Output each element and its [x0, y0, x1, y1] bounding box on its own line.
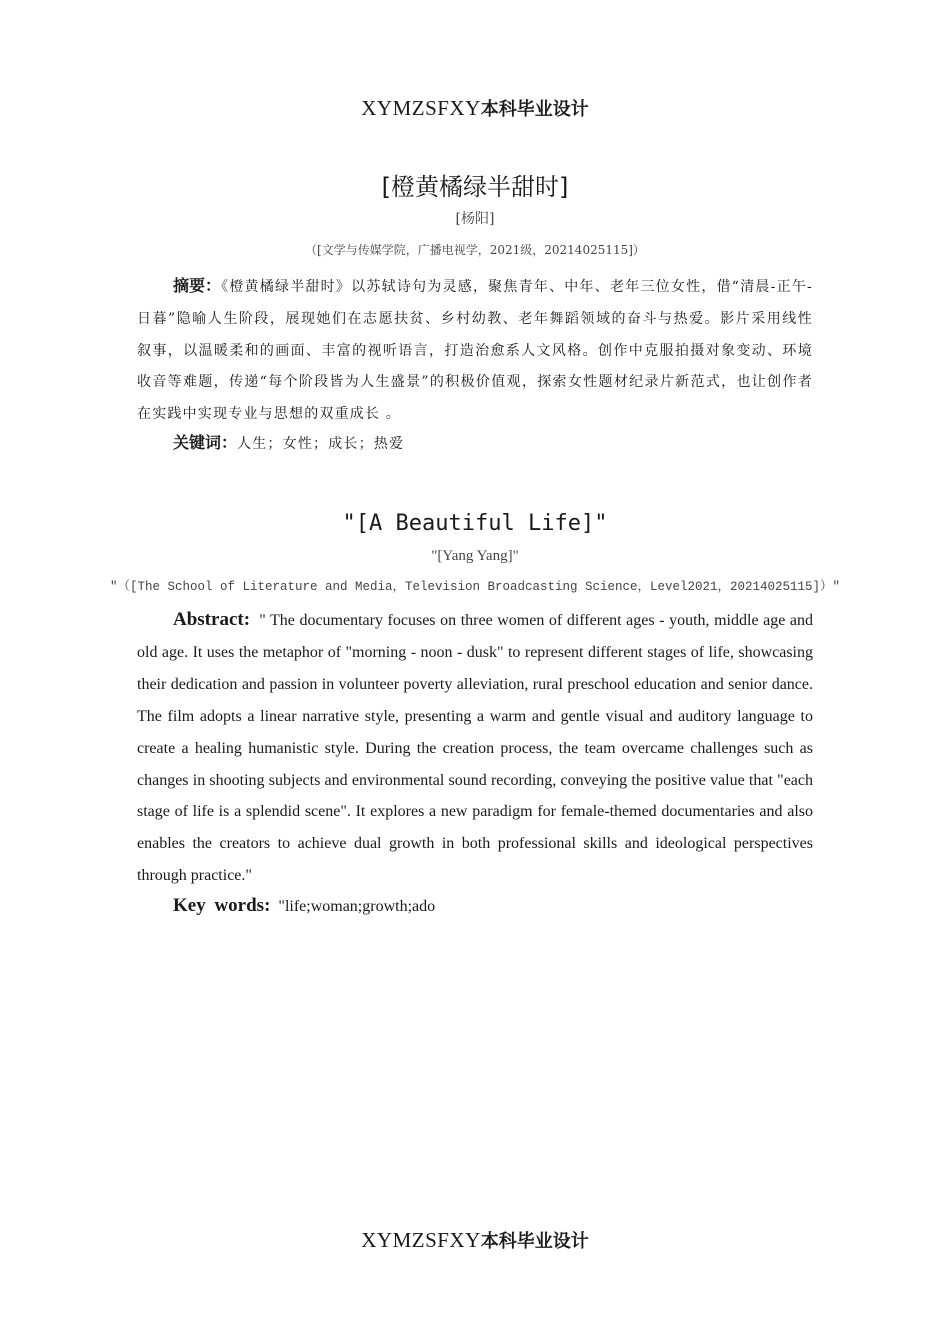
- page-header: [0, 96, 950, 122]
- chinese-keywords: [137, 428, 813, 459]
- english-abstract: [137, 604, 813, 892]
- english-author: "[Yang Yang]": [431, 548, 519, 564]
- english-title: "[A Beautiful Life]": [342, 511, 608, 536]
- english-abstract-label: Abstract:: [173, 609, 251, 630]
- english-abstract-text: " The documentary focuses on three women of different ages - youth, middle age and old age. It uses the metaphor of "morning - noon - dusk" to represent different stages of life, showcasing their dedication and passion in volunteer poverty alleviation, rural preschool education and senior dance. The film adopts a linear narrative style, presenting a warm and gentle visual and auditory language to create a healing humanistic style. During the creation process, the team overcame challenges such as changes in shooting subjects and environmental sound recording, conveying the positive value that "each stage of life is a splendid scene". It explores a new paradigm for female-themed documentaries and also enables the creators to achieve dual growth in both professional skills and ideological perspectives through practice.": [137, 612, 814, 885]
- chinese-keywords-text: 人生；女性；成长；热爱: [237, 436, 405, 452]
- english-keywords: [137, 890, 813, 923]
- chinese-abstract-text: 《橙黄橘绿半甜时》以苏轼诗句为灵感，聚焦青年、中年、老年三位女性，借“清晨-正午-日暮”隐喻人生阶段，展现她们在志愿扶贫、乡村幼教、老年舞蹈领域的奋斗与热爱。影片采用线性叙事，以温暖柔和的画面、丰富的视听语言，打造治愈系人文风格。创作中克服拍摄对象变动、环境收音等难题，传递“每个阶段皆为人生盛景”的积极价值观，探索女性题材纪录片新范式，也让创作者在实践中实现专业与思想的双重成长 。: [137, 279, 813, 422]
- footer-chinese: 本科毕业设计: [480, 1231, 589, 1252]
- chinese-title: [橙黄橘绿半甜时]: [381, 173, 569, 201]
- chinese-abstract-label: 摘要：: [173, 276, 222, 295]
- header-latin: XYMZSFXY: [361, 96, 481, 120]
- english-affiliation: "（[The School of Literature and Media，Television Broadcasting Science，Level2021，20214025115]）": [109, 580, 841, 594]
- chinese-author: [杨阳]: [455, 211, 495, 227]
- footer-latin: XYMZSFXY: [361, 1228, 481, 1252]
- chinese-keywords-label: 关键词：: [173, 433, 238, 452]
- header-chinese: 本科毕业设计: [480, 99, 589, 120]
- chinese-affiliation: （[文学与传媒学院，广播电视学，2021级，20214025115]）: [305, 243, 645, 257]
- english-keywords-label: Key words:: [173, 895, 271, 916]
- english-keywords-text: "life;woman;growth;ado: [278, 898, 436, 915]
- page-footer: [0, 1228, 950, 1254]
- chinese-abstract: [137, 270, 813, 431]
